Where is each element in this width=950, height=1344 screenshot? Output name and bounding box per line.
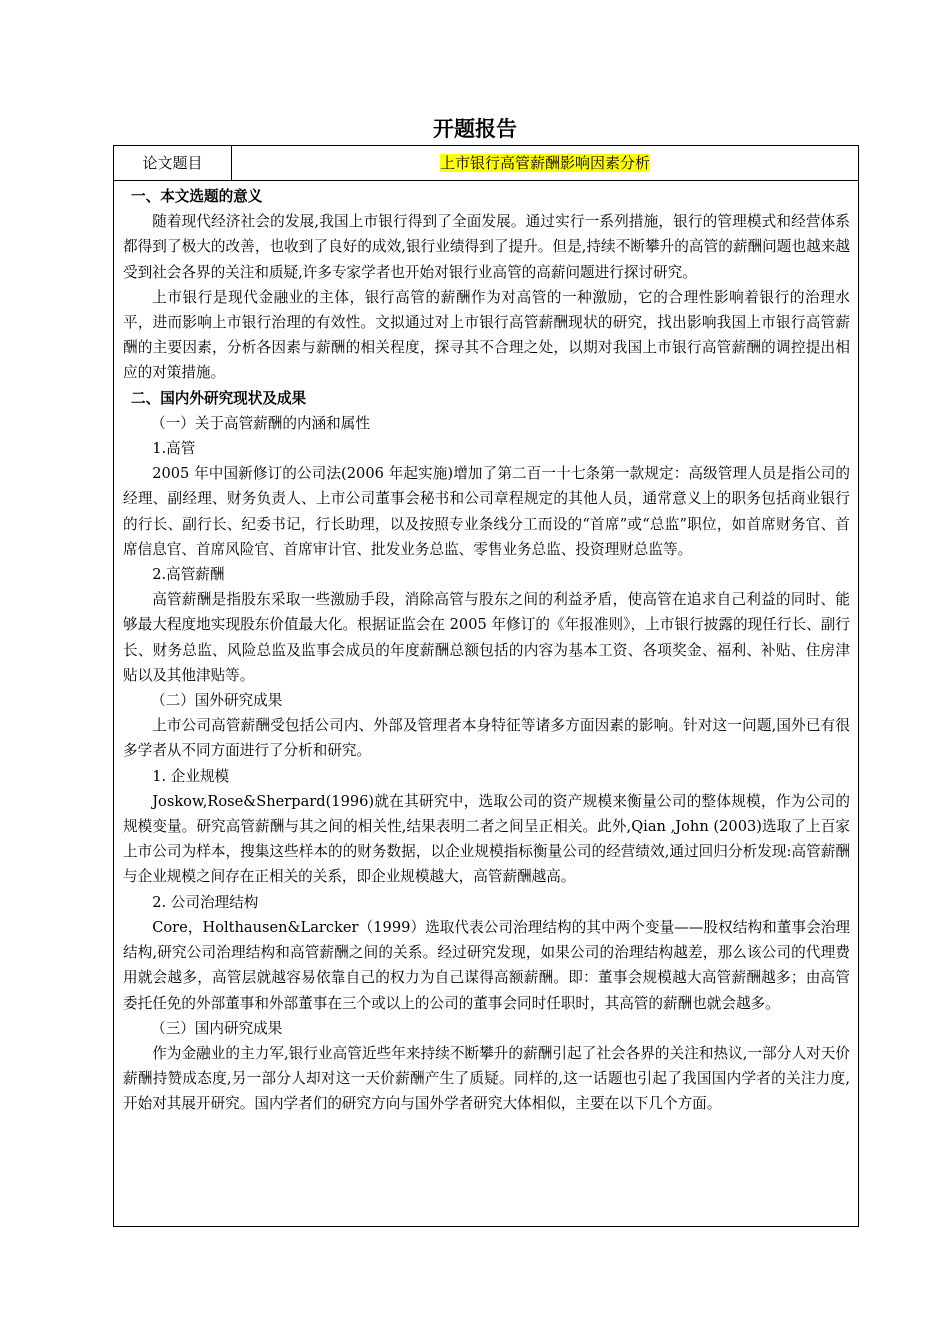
section-heading-research-status: 二、国内外研究现状及成果 [131, 389, 307, 407]
paragraph: 高管薪酬是指股东采取一些激励手段，消除高管与股东之间的利益矛盾，使高管在追求自己利益的同时、能够最大程度地实现股东价值最大化。根据证监会在 2005 年修订的《年报准则》，上市银行披露的现任行长、副行长、财务总监、风险总监及监事会成员的年度薪酬总额包括的内容为基本工资、各项奖金、福利、补贴、住房津贴以及其他津贴等。 [123, 591, 850, 684]
thesis-title-cell [232, 146, 858, 180]
subsection-heading: （一）关于高管薪酬的内涵和属性 [151, 414, 370, 432]
document-title: 开题报告 [433, 117, 517, 141]
proposal-body [123, 184, 850, 1117]
thesis-title-row [114, 146, 858, 181]
paragraph: 随着现代经济社会的发展,我国上市银行得到了全面发展。通过实行一系列措施，银行的管理模式和经营体系都得到了极大的改善，也收到了良好的成效,银行业绩得到了提升。但是,持续不断攀升的高管的薪酬问题也越来越受到社会各界的关注和质疑,许多专家学者也开始对银行业高管的高薪问题进行探讨研究。 [123, 213, 850, 281]
item-heading: 1. 企业规模 [152, 767, 230, 785]
thesis-title-value: 上市银行高管薪酬影响因素分析 [439, 154, 650, 172]
paragraph: 作为金融业的主力军,银行业高管近些年来持续不断攀升的薪酬引起了社会各界的关注和热议,一部分人对天价薪酬持赞成态度,另一部分人却对这一天价薪酬产生了质疑。同样的,这一话题也引起了我国国内学者的关注力度,开始对其展开研究。国内学者们的研究方向与国外学者研究大体相似，主要在以下几个方面。 [123, 1044, 850, 1113]
thesis-title-label: 论文题目 [114, 146, 232, 180]
paragraph: 上市公司高管薪酬受包括公司内、外部及管理者本身特征等诸多方面因素的影响。针对这一问题,国外已有很多学者从不同方面进行了分析和研究。 [123, 717, 850, 760]
subsection-heading: （三）国内研究成果 [151, 1019, 283, 1037]
paragraph: Core，Holthausen&Larcker（1999）选取代表公司治理结构的其中两个变量——股权结构和董事会治理结构,研究公司治理结构和高管薪酬之间的关系。经过研究发现，如果公司的治理结构越差，那么该公司的代理费用就会越多，高管层就越容易依靠自己的权力为自己谋得高额薪酬。即：董事会规模越大高管薪酬越多；由高管委托任免的外部董事和外部董事在三个或以上的公司的董事会同时任职时，其高管的薪酬也就会越多。 [123, 918, 850, 1012]
paragraph: Joskow,Rose&Sherpard(1996)就在其研究中，选取公司的资产规模来衡量公司的整体规模，作为公司的规模变量。研究高管薪酬与其之间的相关性,结果表明二者之间呈正相关。此外,Qian ,John (2003)选取了上百家上市公司为样本，搜集这些样本的的财务数据，以企业规模指标衡量公司的经营绩效,通过回归分析发现:高管薪酬与企业规模之间存在正相关的关系，即企业规模越大，高管薪酬越高。 [123, 792, 850, 886]
proposal-table [113, 145, 859, 1227]
subsection-heading: （二）国外研究成果 [151, 692, 283, 710]
section-heading-significance: 一、本文选题的意义 [131, 188, 263, 205]
paragraph: 2005 年中国新修订的公司法(2006 年起实施)增加了第二百一十七条第一款规定：高级管理人员是指公司的经理、副经理、财务负责人、上市公司董事会秘书和公司章程规定的其他人员，通常意义上的职务包括商业银行的行长、副行长、纪委书记，行长助理，以及按照专业条线分工而设的“首席”或“总监”职位，如首席财务官、首席信息官、首席风险官、首席审计官、批发业务总监、零售业务总监、投资理财总监等。 [123, 465, 850, 558]
item-heading: 2. 公司治理结构 [152, 893, 259, 911]
paragraph: 上市银行是现代金融业的主体，银行高管的薪酬作为对高管的一种激励，它的合理性影响着银行的治理水平，进而影响上市银行治理的有效性。文拟通过对上市银行高管薪酬现状的研究，找出影响我国上市银行高管薪酬的主要因素，分析各因素与薪酬的相关程度，探寻其不合理之处，以期对我国上市银行高管薪酬的调控提出相应的对策措施。 [123, 288, 850, 382]
item-heading: 2.高管薪酬 [152, 566, 225, 584]
item-heading: 1.高管 [152, 440, 196, 458]
